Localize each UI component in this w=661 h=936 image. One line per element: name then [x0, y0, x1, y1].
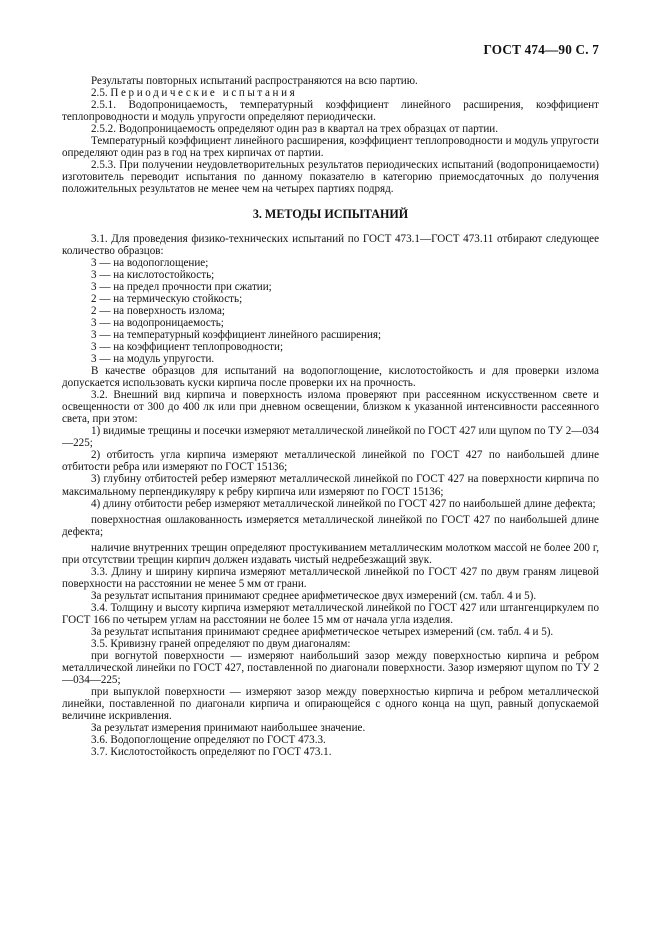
paragraph: 2.5.3. При получении неудовлетворительных результатов периодических испытаний (водопроницаемости) изготовитель переводит испытания по данному показателю в категорию приемосдаточных до получения положительных результатов не менее чем на четырех партиях подряд. — [62, 159, 599, 196]
list-item: 3 — на кислотостойкость; — [91, 268, 215, 281]
subsection-number: 2.5. — [91, 87, 108, 100]
paragraph: 2) отбитость угла кирпича измеряют металлической линейкой по ГОСТ 427 по наибольшей длине отбитости ребра или измеряют по ГОСТ 15136; — [62, 449, 599, 474]
list-item: 3 — на температурный коэффициент линейного расширения; — [91, 328, 382, 341]
paragraph: 4) длину отбитости ребер измеряют металлической линейкой по ГОСТ 427 по наибольшей длине дефекта; — [91, 497, 596, 510]
paragraph: при выпуклой поверхности — измеряют зазор между поверхностью кирпича и ребром металлической линейки, поставленной по диагонали кирпича и опирающейся с одного конца на щуп, равный допускаемой величине искривления. — [62, 686, 599, 723]
paragraph: 2.5.2. Водопроницаемость определяют один раз в квартал на трех образцах от партии. — [91, 123, 499, 136]
paragraph: За результат измерения принимают наибольшее значение. — [91, 722, 366, 735]
paragraph: 3.7. Кислотостойкость определяют по ГОСТ 473.1. — [91, 746, 332, 759]
paragraph: поверхностная ошлакованность измеряется металлической линейкой по ГОСТ 427 по наибольшей длине дефекта; — [62, 513, 599, 538]
running-header: ГОСТ 474—90 С. 7 — [483, 42, 599, 57]
paragraph: 3.4. Толщину и высоту кирпича измеряют металлической линейкой по ГОСТ 427 или штангенциркулем по ГОСТ 166 по четырем углам на расстоянии не более 15 мм от начала угла изделия. — [62, 601, 599, 626]
list-item: 3 — на модуль упругости. — [91, 352, 215, 365]
subsection-title: Периодические испытания — [110, 87, 298, 100]
list-item: 3 — на предел прочности при сжатии; — [91, 280, 272, 293]
paragraph: наличие внутренних трещин определяют простукиванием металлическим молотком массой не более 200 г, при отсутствии трещин кирпич должен издавать чистый недребезжащий звук. — [62, 541, 599, 566]
subsection-heading — [62, 87, 599, 99]
list-item: 3 — на водопоглощение; — [91, 256, 209, 269]
paragraph: В качестве образцов для испытаний на водопоглощение, кислотостойкость и для проверки излома допускается использовать куски кирпича после проверки их на прочность. — [62, 365, 599, 390]
paragraph: 3.3. Длину и ширину кирпича измеряют металлической линейкой по ГОСТ 427 по двум граням лицевой поверхности на расстоянии не менее 5 мм от грани. — [62, 565, 599, 590]
paragraph: Результаты повторных испытаний распространяются на всю партию. — [91, 75, 418, 87]
paragraph: 3.2. Внешний вид кирпича и поверхность излома проверяют при рассеянном искусственном свете и освещенности от 300 до 400 лк или при дневном освещении, близком к указанной интенсивности рассеянного света, при этом: — [62, 389, 599, 426]
paragraph: 2.5.1. Водопроницаемость, температурный коэффициент линейного расширения, коэффициент теплопроводности и модуль упругости определяют периодически. — [62, 99, 599, 124]
paragraph: 1) видимые трещины и посечки измеряют металлической линейкой по ГОСТ 427 или щупом по ТУ 2—034—225; — [62, 425, 599, 450]
paragraph: За результат испытания принимают среднее арифметическое четырех измерений (см. табл. 4 и 5). — [91, 626, 554, 639]
list-item: 3 — на коэффициент теплопроводности; — [91, 340, 284, 353]
paragraph: при вогнутой поверхности — измеряют наибольший зазор между поверхностью кирпича и ребром металлической линейки по ГОСТ 427, поставленной по диагонали поверхности. Зазор измеряют щупом по ТУ 2—034—225; — [62, 650, 599, 687]
paragraph: Температурный коэффициент линейного расширения, коэффициент теплопроводности и модуль упругости определяют один раз в год на трех кирпичах от партии. — [62, 135, 599, 160]
paragraph: 3) глубину отбитостей ребер измеряют металлической линейкой по ГОСТ 427 на поверхности кирпича по максимальному перпендикуляру к ребру кирпича или измеряют по ГОСТ 15136; — [62, 473, 599, 498]
paragraph: 3.1. Для проведения физико-технических испытаний по ГОСТ 473.1—ГОСТ 473.11 отбирают следующее количество образцов: — [62, 232, 599, 257]
paragraph: За результат испытания принимают среднее арифметическое двух измерений (см. табл. 4 и 5). — [91, 589, 537, 602]
list-item: 3 — на водопроницаемость; — [91, 316, 224, 329]
list-item: 2 — на поверхность излома; — [91, 304, 226, 317]
section-title: 3. МЕТОДЫ ИСПЫТАНИЙ — [252, 207, 409, 222]
paragraph: 3.6. Водопоглощение определяют по ГОСТ 473.3. — [91, 734, 326, 747]
paragraph: 3.5. Кривизну граней определяют по двум диагоналям: — [91, 638, 351, 651]
list-item: 2 — на термическую стойкость; — [91, 292, 243, 305]
page-body — [62, 75, 599, 759]
